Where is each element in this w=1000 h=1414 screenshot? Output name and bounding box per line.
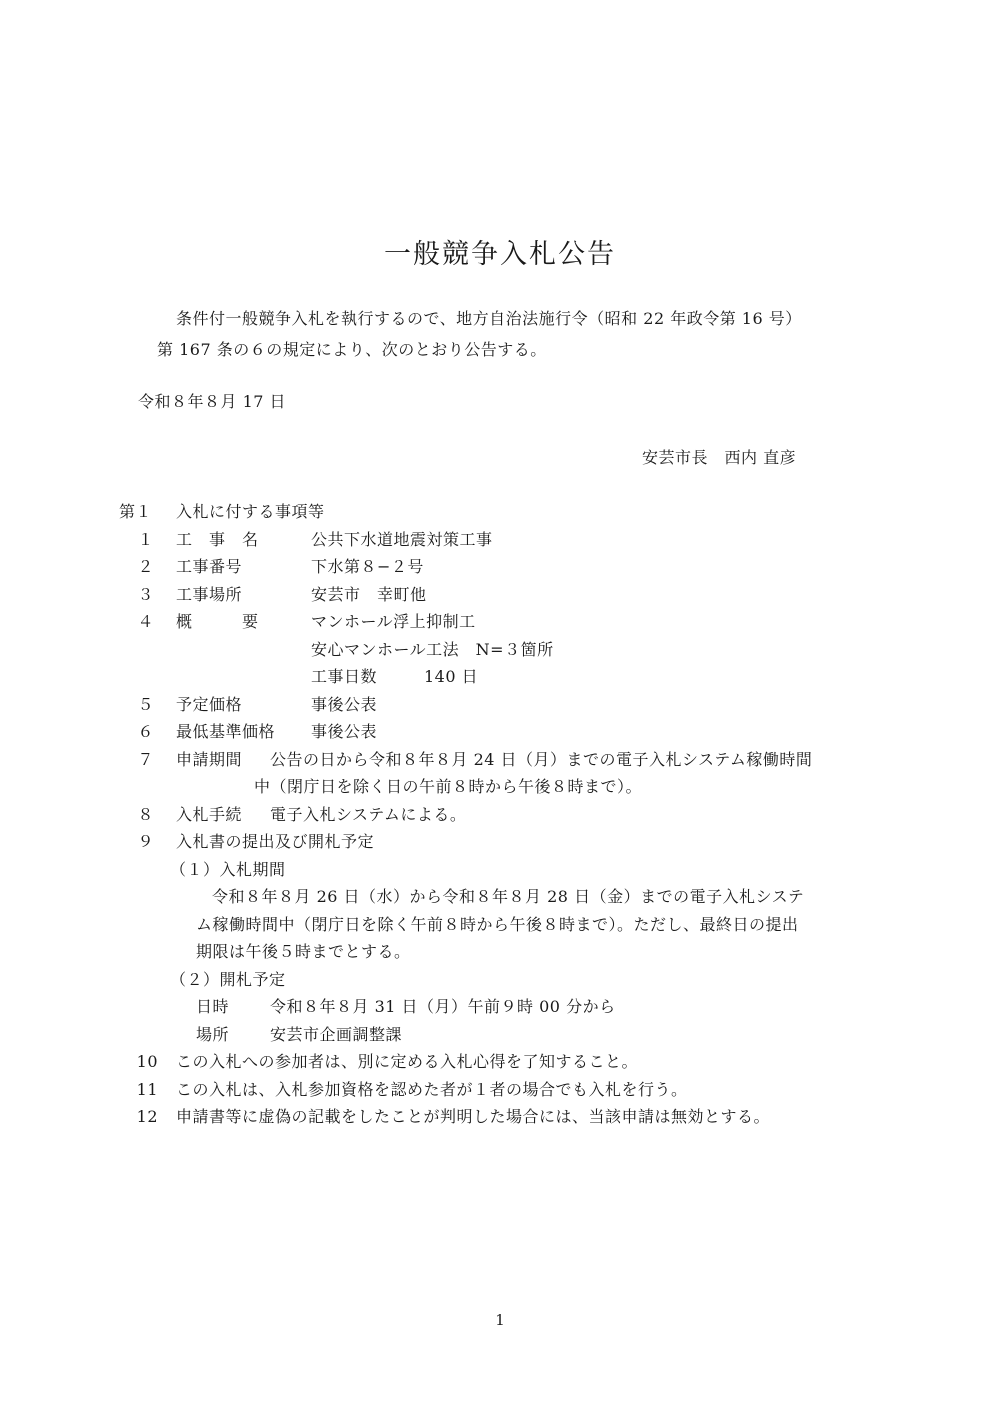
item-number: ６ — [137, 722, 154, 741]
item-number: ８ — [137, 805, 154, 824]
item-number: 11 — [136, 1080, 158, 1099]
item-value-planned-price: 事後公表 — [311, 695, 378, 714]
item-label-overview: 概 要 — [176, 612, 259, 631]
sub-label-bid-period: （１）入札期間 — [170, 860, 286, 879]
item-number: ７ — [137, 750, 154, 769]
item-value-project-location: 安芸市 幸町他 — [311, 585, 427, 604]
item-number: 10 — [136, 1052, 158, 1071]
item-label-bid-procedure: 入札手続 — [176, 805, 243, 824]
item-label-minimum-price: 最低基準価格 — [176, 722, 276, 741]
item-value-overview-2: 安心マンホール工法 N=３箇所 — [311, 640, 554, 659]
item-value-work-days: 140 日 — [424, 667, 479, 686]
opening-datetime-value: 令和８年８月 31 日（月）午前９時 00 分から — [270, 997, 616, 1016]
bid-period-line-3: 期限は午後５時までとする。 — [196, 942, 411, 961]
item-label-application-period: 申請期間 — [176, 750, 243, 769]
item-value-application-period-1: 公告の日から令和８年８月 24 日（月）までの電子入札システム稼働時間 — [270, 750, 813, 769]
bid-period-line-2: ム稼働時間中（閉庁日を除く午前８時から午後８時まで）。ただし、最終日の提出 — [196, 915, 799, 934]
item-label-project-number: 工事番号 — [176, 557, 243, 576]
item-value-overview-1: マンホール浮上抑制工 — [311, 612, 476, 631]
item-number: ５ — [137, 695, 154, 714]
item-value-work-days-label: 工事日数 — [311, 667, 378, 686]
notice-date: 令和８年８月 17 日 — [138, 392, 287, 411]
item-text-bid-rules: この入札への参加者は、別に定める入札心得を了知すること。 — [176, 1052, 639, 1071]
section-heading: 入札に付する事項等 — [176, 502, 325, 521]
item-heading-submission: 入札書の提出及び開札予定 — [176, 832, 375, 851]
item-number: 12 — [136, 1107, 158, 1126]
intro-line-1: 条件付一般競争入札を執行するので、地方自治法施行令（昭和 22 年政令第 16 号） — [176, 309, 802, 328]
item-value-project-name: 公共下水道地震対策工事 — [311, 530, 493, 549]
opening-datetime-label: 日時 — [196, 997, 230, 1016]
item-number: ４ — [137, 612, 154, 631]
page-title: 一般競争入札公告 — [384, 239, 616, 270]
intro-line-2: 第 167 条の６の規定により、次のとおり公告する。 — [157, 340, 547, 359]
item-value-minimum-price: 事後公表 — [311, 722, 378, 741]
item-label-planned-price: 予定価格 — [176, 695, 243, 714]
item-text-single-bidder: この入札は、入札参加資格を認めた者が１者の場合でも入札を行う。 — [176, 1080, 688, 1099]
item-number: ２ — [137, 557, 154, 576]
item-label-project-location: 工事場所 — [176, 585, 243, 604]
item-text-false-statement: 申請書等に虚偽の記載をしたことが判明した場合には、当該申請は無効とする。 — [176, 1107, 771, 1126]
item-value-bid-procedure: 電子入札システムによる。 — [270, 805, 467, 824]
item-number: ３ — [137, 585, 154, 604]
section-number: 第１ — [119, 502, 153, 521]
opening-place-value: 安芸市企画調整課 — [270, 1025, 403, 1044]
item-number: １ — [137, 530, 154, 549]
sub-label-opening: （２）開札予定 — [170, 970, 286, 989]
item-value-project-number: 下水第８−２号 — [311, 557, 424, 576]
opening-place-label: 場所 — [196, 1025, 230, 1044]
page-number: 1 — [495, 1311, 505, 1329]
item-number: ９ — [137, 832, 154, 851]
item-label-project-name: 工 事 名 — [176, 530, 259, 549]
bid-period-line-1: 令和８年８月 26 日（水）から令和８年８月 28 日（金）までの電子入札システ — [212, 887, 805, 906]
item-value-application-period-2: 中（閉庁日を除く日の午前８時から午後８時まで）。 — [254, 777, 643, 796]
signer: 安芸市長 西内 直彦 — [642, 448, 797, 467]
